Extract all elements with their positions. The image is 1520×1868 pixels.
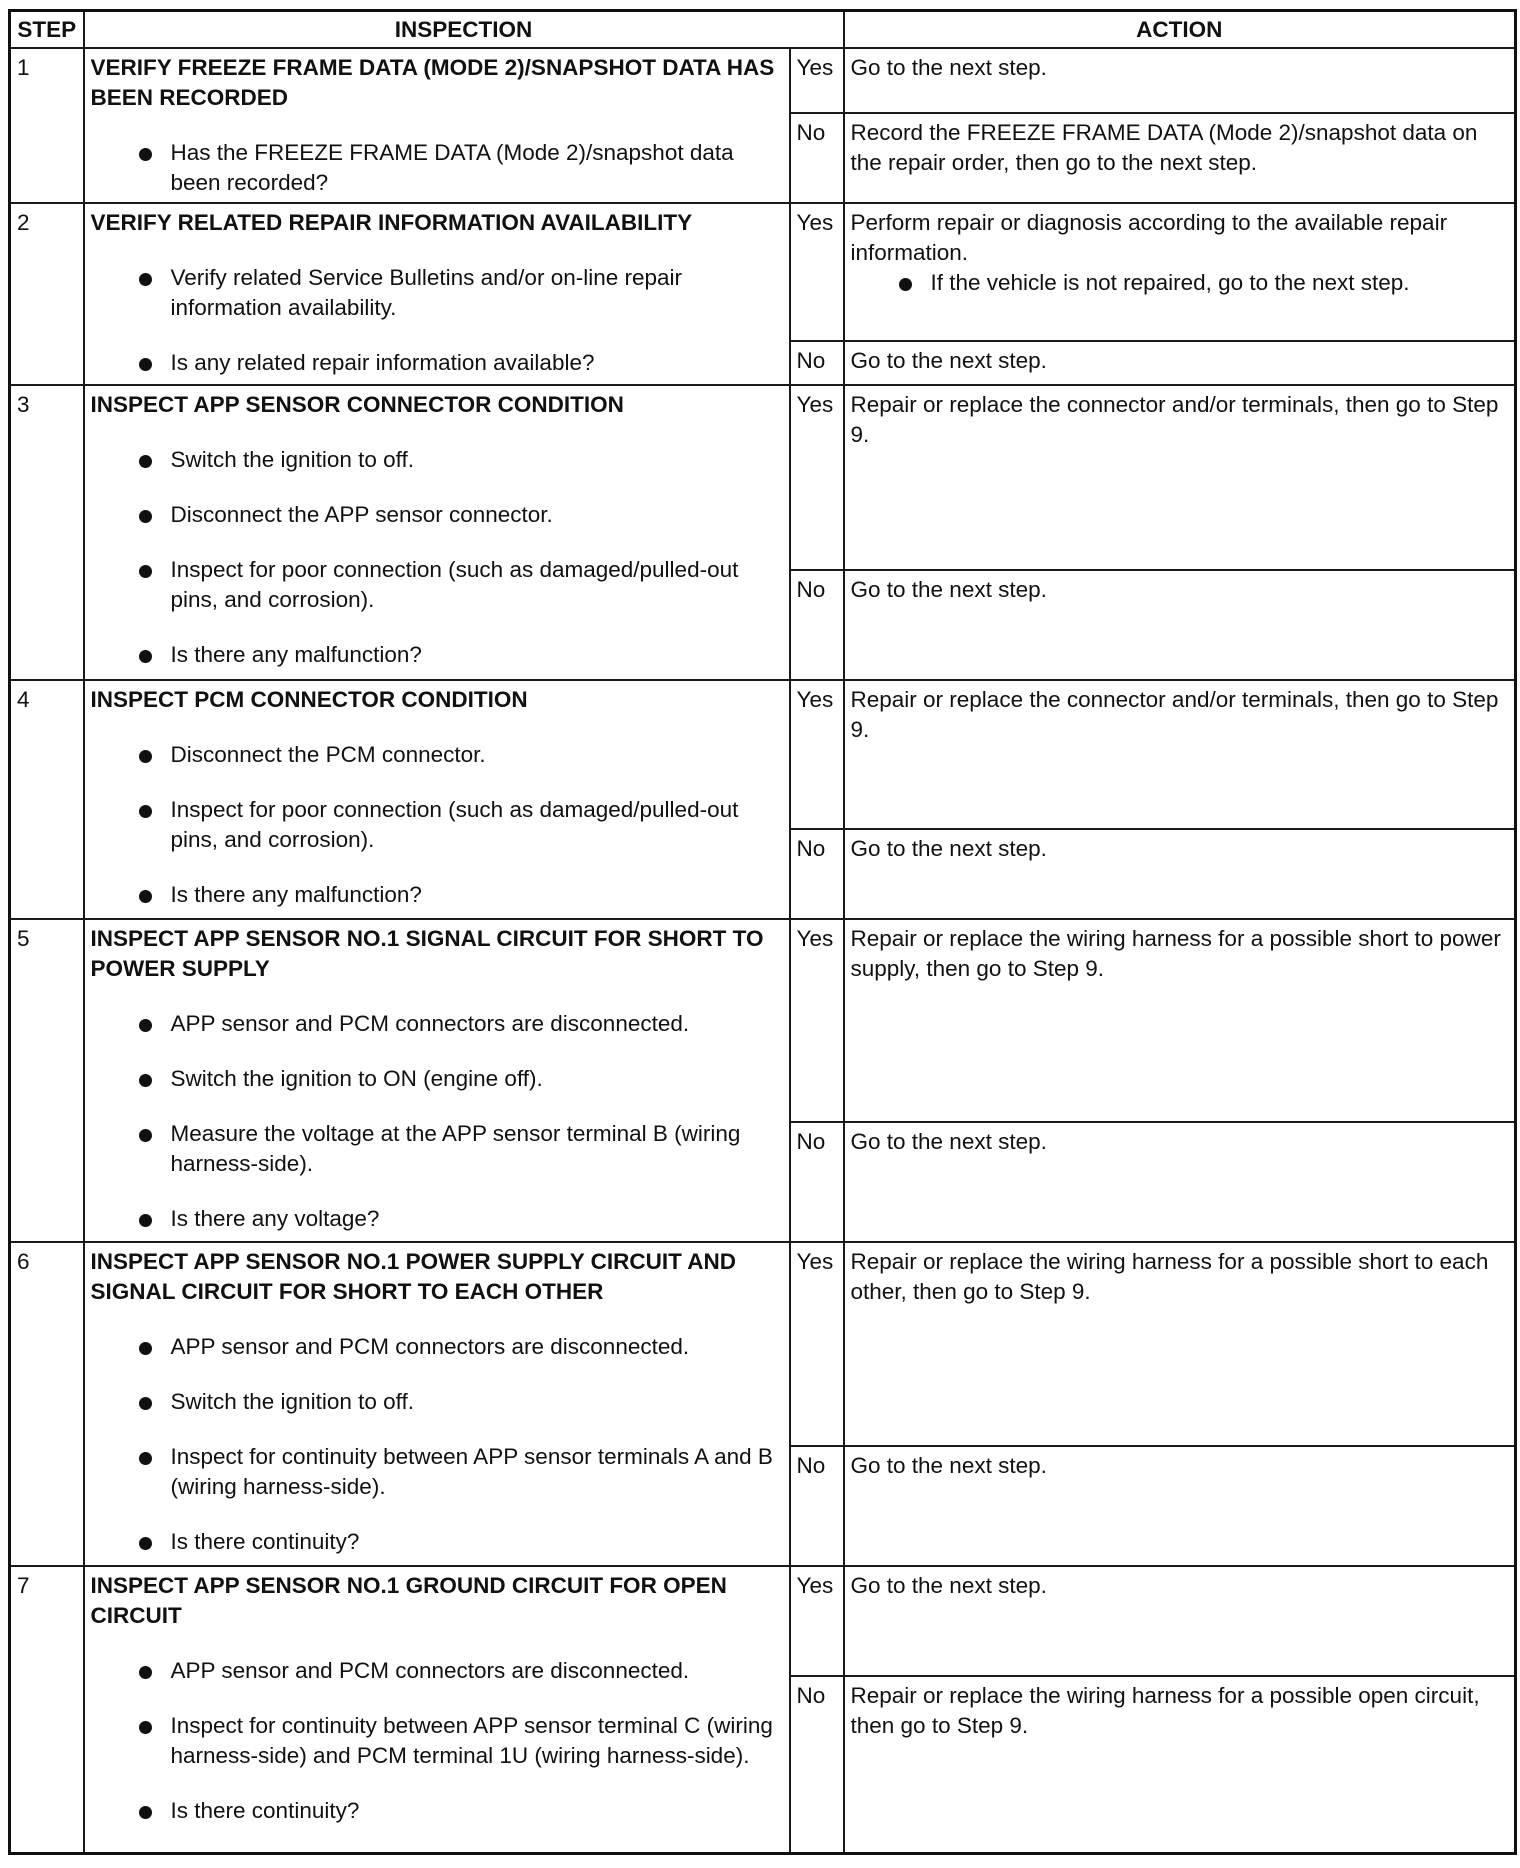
yes-label: Yes [790, 680, 844, 829]
step-number: 4 [10, 680, 84, 919]
no-label: No [790, 113, 844, 203]
inspection-cell [84, 919, 790, 1242]
bullet-item: APP sensor and PCM connectors are disconnected. [91, 1656, 783, 1686]
yes-action: Repair or replace the connector and/or terminals, then go to Step 9. [844, 385, 1516, 570]
bullet-item: Is any related repair information available? [91, 348, 783, 378]
bullet-item: Measure the voltage at the APP sensor terminal B (wiring harness-side). [91, 1119, 783, 1179]
step-number: 7 [10, 1566, 84, 1854]
bullet-item: Inspect for poor connection (such as damaged/pulled-out pins, and corrosion). [91, 795, 783, 855]
bullet-item: Inspect for continuity between APP sensor terminal C (wiring harness-side) and PCM terminal 1U (wiring harness-side). [91, 1711, 783, 1771]
bullet-item: Is there continuity? [91, 1796, 783, 1826]
step-title: VERIFY FREEZE FRAME DATA (MODE 2)/SNAPSHOT DATA HAS BEEN RECORDED [90, 55, 775, 110]
no-action: Go to the next step. [844, 341, 1516, 385]
bullet-list [91, 263, 783, 378]
yes-action: Go to the next step. [844, 1566, 1516, 1676]
step-title: INSPECT PCM CONNECTOR CONDITION [90, 687, 528, 712]
no-action: Record the FREEZE FRAME DATA (Mode 2)/snapshot data on the repair order, then go to the next step. [844, 113, 1516, 203]
step-number: 6 [10, 1242, 84, 1566]
no-action: Go to the next step. [844, 1122, 1516, 1242]
bullet-item: APP sensor and PCM connectors are disconnected. [91, 1009, 783, 1039]
step-title: INSPECT APP SENSOR CONNECTOR CONDITION [90, 392, 624, 417]
no-action: Go to the next step. [844, 829, 1516, 919]
yes-label: Yes [790, 1242, 844, 1446]
diagnostic-page [8, 9, 1514, 1855]
yes-label: Yes [790, 1566, 844, 1676]
yes-action: Repair or replace the wiring harness for a possible short to each other, then go to Step 9. [844, 1242, 1516, 1446]
bullet-item: Is there continuity? [91, 1527, 783, 1557]
diagnostic-table [8, 9, 1517, 1855]
bullet-item: Disconnect the PCM connector. [91, 740, 783, 770]
yes-label: Yes [790, 385, 844, 570]
action-bullet-item: If the vehicle is not repaired, go to the next step. [851, 268, 1509, 298]
yes-label: Yes [790, 203, 844, 341]
inspection-cell [84, 48, 790, 203]
no-label: No [790, 1676, 844, 1854]
yes-label: Yes [790, 48, 844, 113]
yes-action-cell [844, 203, 1516, 341]
bullet-item: Switch the ignition to off. [91, 445, 783, 475]
no-action: Go to the next step. [844, 570, 1516, 680]
bullet-item: Inspect for continuity between APP sensor terminals A and B (wiring harness-side). [91, 1442, 783, 1502]
bullet-item: Disconnect the APP sensor connector. [91, 500, 783, 530]
bullet-item: Verify related Service Bulletins and/or on-line repair information availability. [91, 263, 783, 323]
step-row [10, 1566, 1516, 1676]
yes-label: Yes [790, 919, 844, 1122]
no-action: Go to the next step. [844, 1446, 1516, 1566]
step-title: INSPECT APP SENSOR NO.1 SIGNAL CIRCUIT FOR SHORT TO POWER SUPPLY [90, 926, 764, 981]
bullet-item: Has the FREEZE FRAME DATA (Mode 2)/snapshot data been recorded? [91, 138, 783, 198]
step-row [10, 203, 1516, 341]
no-label: No [790, 341, 844, 385]
bullet-item: Is there any malfunction? [91, 880, 783, 910]
inspection-cell [84, 1566, 790, 1854]
bullet-item: Inspect for poor connection (such as damaged/pulled-out pins, and corrosion). [91, 555, 783, 615]
yes-action: Repair or replace the wiring harness for a possible short to power supply, then go to Step 9. [844, 919, 1516, 1122]
bullet-list [91, 1656, 783, 1826]
yes-action: Repair or replace the connector and/or terminals, then go to Step 9. [844, 680, 1516, 829]
header-row [10, 11, 1516, 49]
bullet-list [91, 1332, 783, 1557]
no-label: No [790, 570, 844, 680]
no-label: No [790, 1446, 844, 1566]
step-number: 5 [10, 919, 84, 1242]
bullet-list [91, 1009, 783, 1234]
inspection-cell [84, 680, 790, 919]
bullet-item: Is there any voltage? [91, 1204, 783, 1234]
inspection-cell [84, 385, 790, 680]
bullet-item: APP sensor and PCM connectors are disconnected. [91, 1332, 783, 1362]
bullet-item: Switch the ignition to ON (engine off). [91, 1064, 783, 1094]
bullet-list [91, 445, 783, 670]
inspection-cell [84, 203, 790, 385]
no-action: Repair or replace the wiring harness for a possible open circuit, then go to Step 9. [844, 1676, 1516, 1854]
step-row [10, 48, 1516, 113]
bullet-list [91, 138, 783, 198]
step-number: 3 [10, 385, 84, 680]
step-number: 1 [10, 48, 84, 203]
step-row [10, 919, 1516, 1122]
yes-action: Perform repair or diagnosis according to the available repair information. [850, 210, 1448, 265]
step-number: 2 [10, 203, 84, 385]
header-step: STEP [10, 11, 84, 49]
step-title: VERIFY RELATED REPAIR INFORMATION AVAILABILITY [90, 210, 693, 235]
bullet-item: Is there any malfunction? [91, 640, 783, 670]
step-row [10, 385, 1516, 570]
header-action: ACTION [844, 11, 1516, 49]
no-label: No [790, 829, 844, 919]
header-inspection: INSPECTION [84, 11, 844, 49]
action-bullet-list [851, 268, 1509, 298]
step-title: INSPECT APP SENSOR NO.1 GROUND CIRCUIT FOR OPEN CIRCUIT [90, 1573, 727, 1628]
step-title: INSPECT APP SENSOR NO.1 POWER SUPPLY CIRCUIT AND SIGNAL CIRCUIT FOR SHORT TO EACH OTHER [90, 1249, 737, 1304]
yes-action: Go to the next step. [844, 48, 1516, 113]
step-row [10, 680, 1516, 829]
bullet-list [91, 740, 783, 910]
no-label: No [790, 1122, 844, 1242]
inspection-cell [84, 1242, 790, 1566]
bullet-item: Switch the ignition to off. [91, 1387, 783, 1417]
step-row [10, 1242, 1516, 1446]
